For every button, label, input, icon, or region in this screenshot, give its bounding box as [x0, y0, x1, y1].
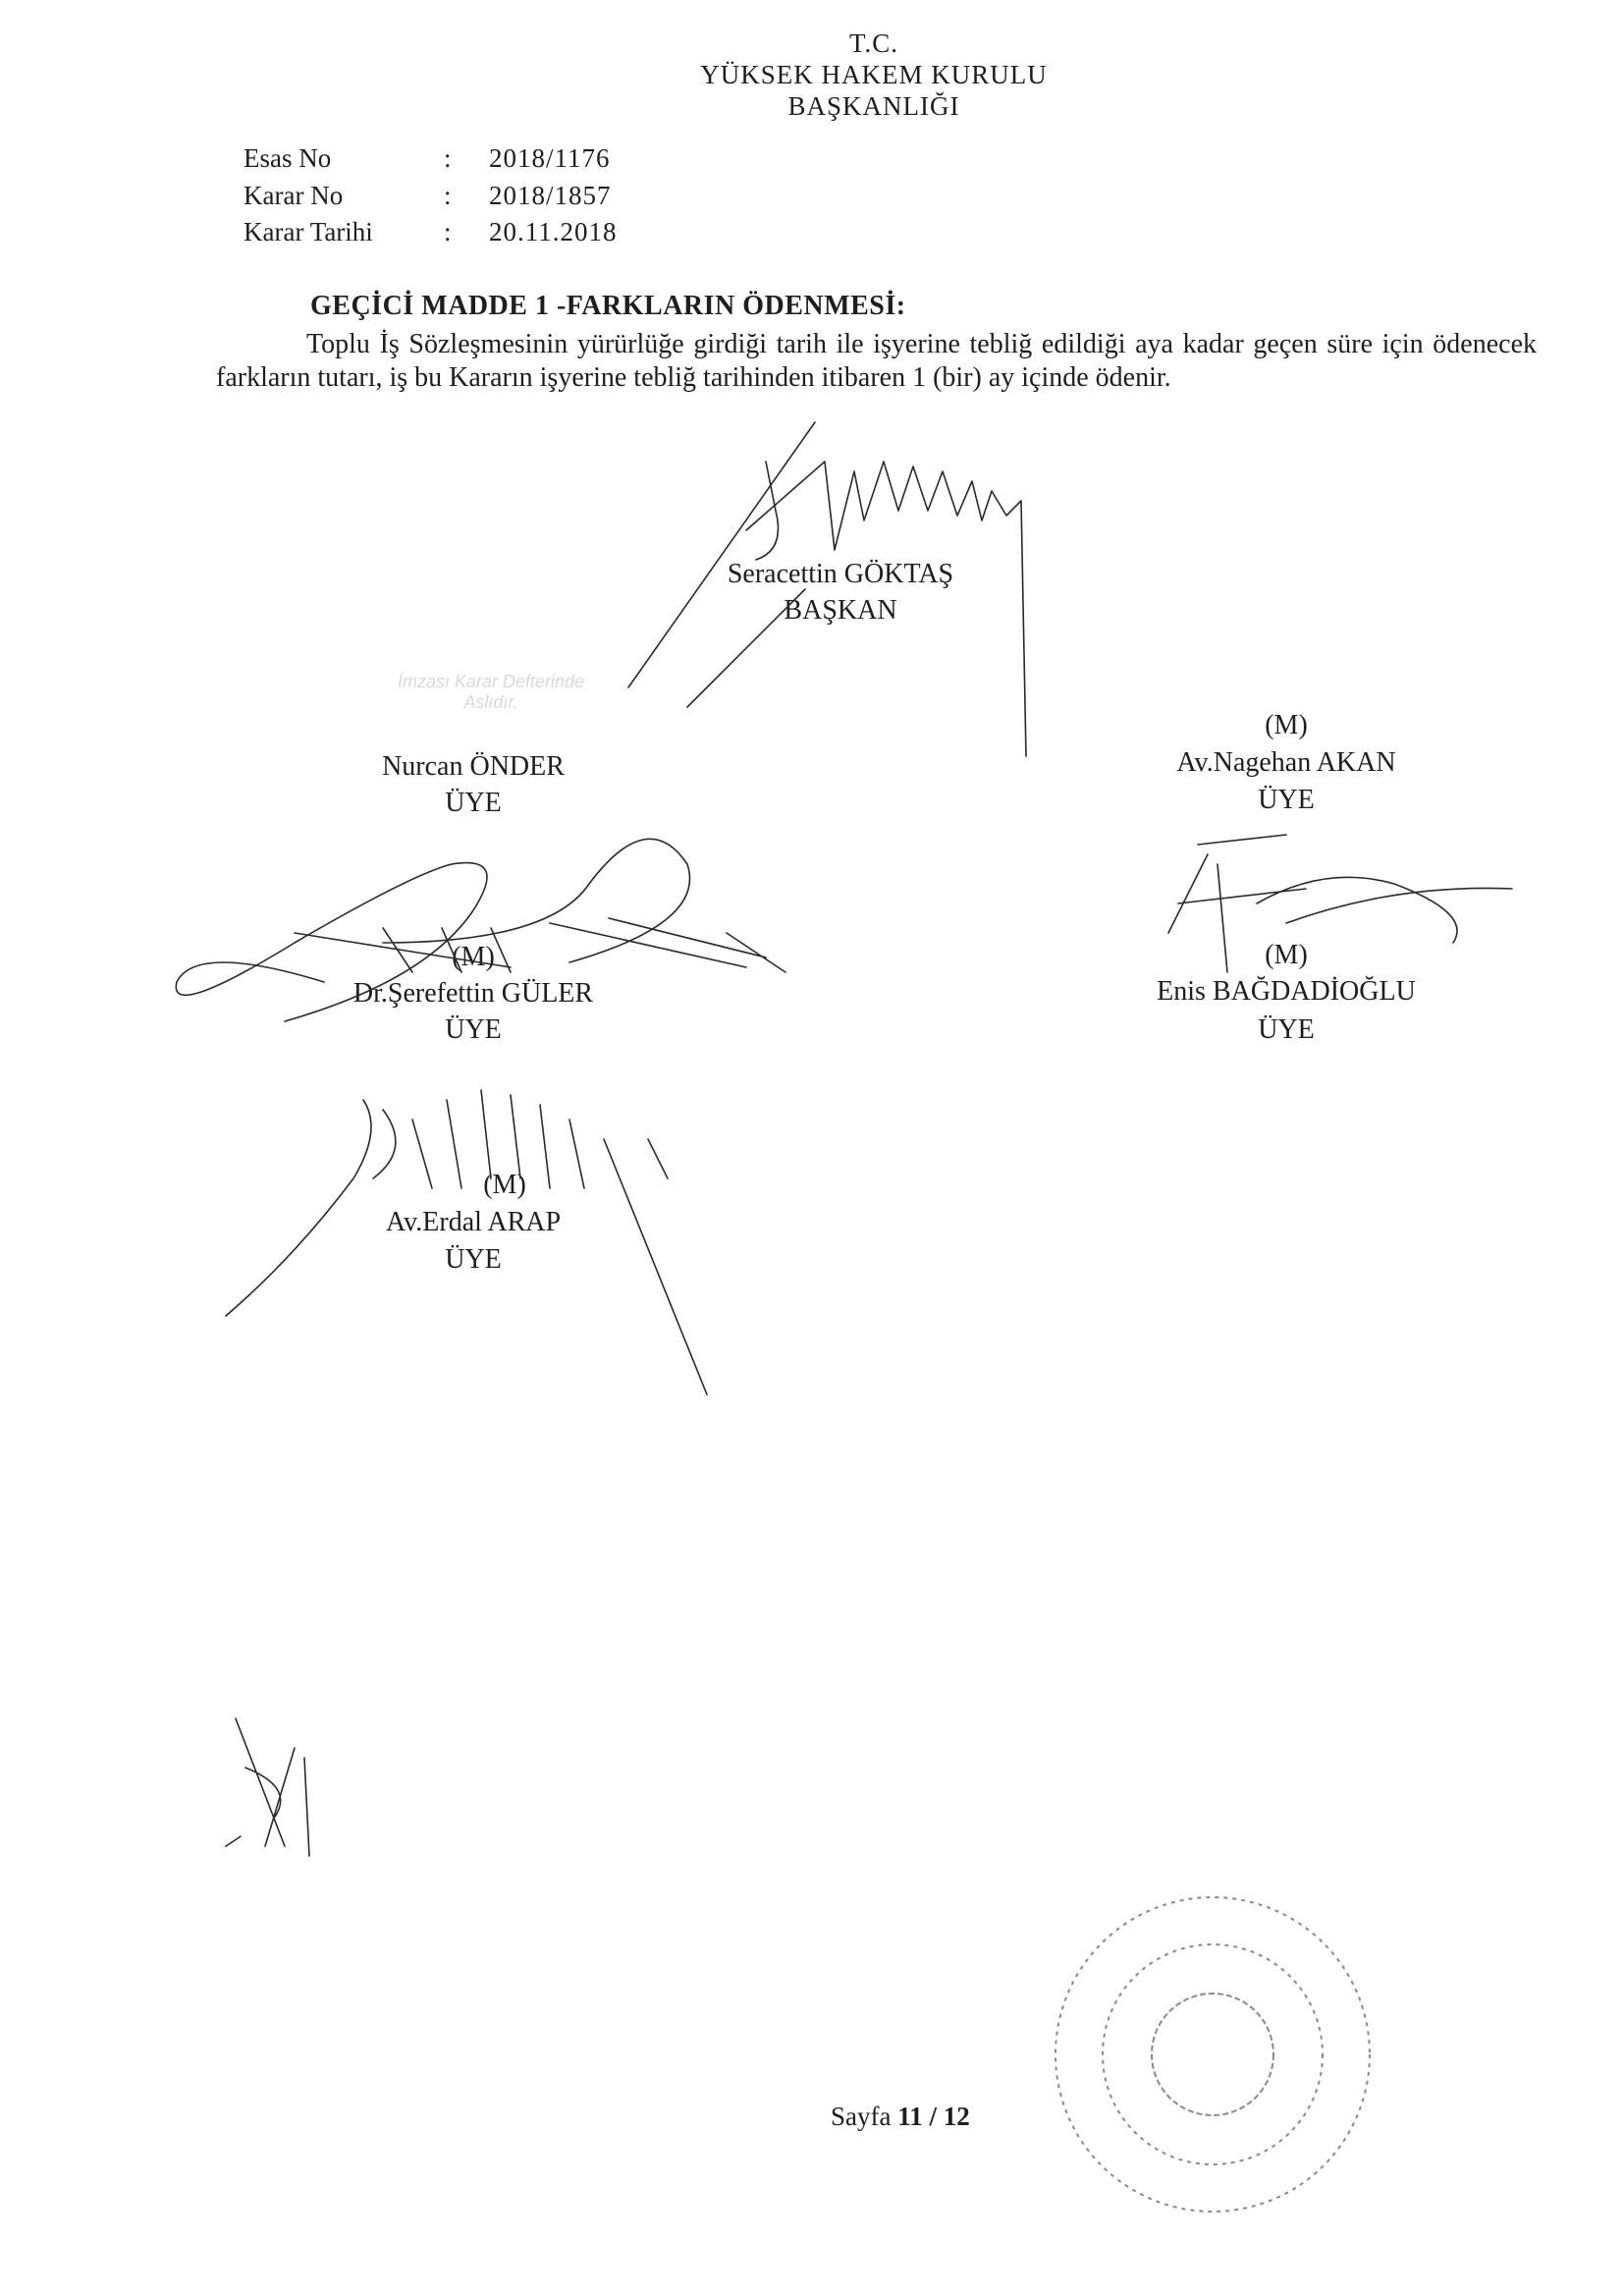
karar-label: Karar No	[243, 181, 344, 210]
member5-signature	[226, 1090, 707, 1394]
faint-stamp-line2: Aslıdır.	[463, 692, 518, 712]
header-tc: T.C.	[849, 28, 898, 58]
member2-mark: (M)	[1265, 710, 1308, 740]
member5-role: ÜYE	[445, 1244, 502, 1275]
tarih-label: Karar Tarihi	[243, 217, 373, 246]
header-presidency: BAŞKANLIĞI	[787, 91, 960, 121]
karar-value: 2018/1857	[489, 181, 612, 210]
esas-value: 2018/1176	[489, 143, 611, 173]
karar-colon: :	[444, 181, 452, 210]
esas-colon: :	[444, 143, 452, 173]
member4-mark: (M)	[1265, 940, 1308, 970]
member3-name: Dr.Şerefettin GÜLER	[352, 978, 594, 1009]
tarih-colon: :	[444, 217, 452, 246]
member3-mark: (M)	[452, 942, 495, 972]
header-block	[609, 27, 1139, 122]
page-number	[831, 2102, 970, 2132]
member2-role: ÜYE	[1258, 785, 1315, 815]
esas-label: Esas No	[243, 143, 332, 173]
member1-role: ÜYE	[445, 788, 502, 818]
member5-name: Av.Erdal ARAP	[385, 1207, 562, 1237]
chair-name: Seracettin GÖKTAŞ	[727, 559, 954, 589]
chair-role: BAŞKAN	[784, 595, 897, 626]
header-institution: YÜKSEK HAKEM KURULU	[700, 60, 1048, 89]
initials-mark	[226, 1719, 309, 1856]
article-paragraph: Toplu İş Sözleşmesinin yürürlüğe girdiği tarih ile işyerine tebliğ edildiği aya kadar geçen süre için ödenecek farkların tutarı, iş bu Kararın işyerine tebliğ tarihinden itibaren 1 (bir) ay içinde ödenir.	[216, 329, 1537, 393]
article-title: GEÇİCİ MADDE 1 -FARKLARIN ÖDENMESİ:	[310, 291, 906, 321]
page-value: 11 / 12	[897, 2102, 970, 2131]
member4-name: Enis BAĞDADİOĞLU	[1157, 976, 1416, 1007]
member4-role: ÜYE	[1258, 1014, 1315, 1045]
official-stamp	[1055, 1897, 1370, 2212]
member1-name: Nurcan ÖNDER	[382, 751, 565, 782]
faint-archive-stamp	[324, 672, 658, 713]
tarih-value: 20.11.2018	[489, 217, 618, 246]
member2-name: Av.Nagehan AKAN	[1176, 747, 1396, 778]
faint-stamp-line1: İmzası Karar Defterinde	[397, 672, 585, 691]
page-prefix: Sayfa	[831, 2102, 892, 2131]
member5-mark: (M)	[483, 1170, 526, 1200]
member3-role: ÜYE	[445, 1014, 502, 1045]
